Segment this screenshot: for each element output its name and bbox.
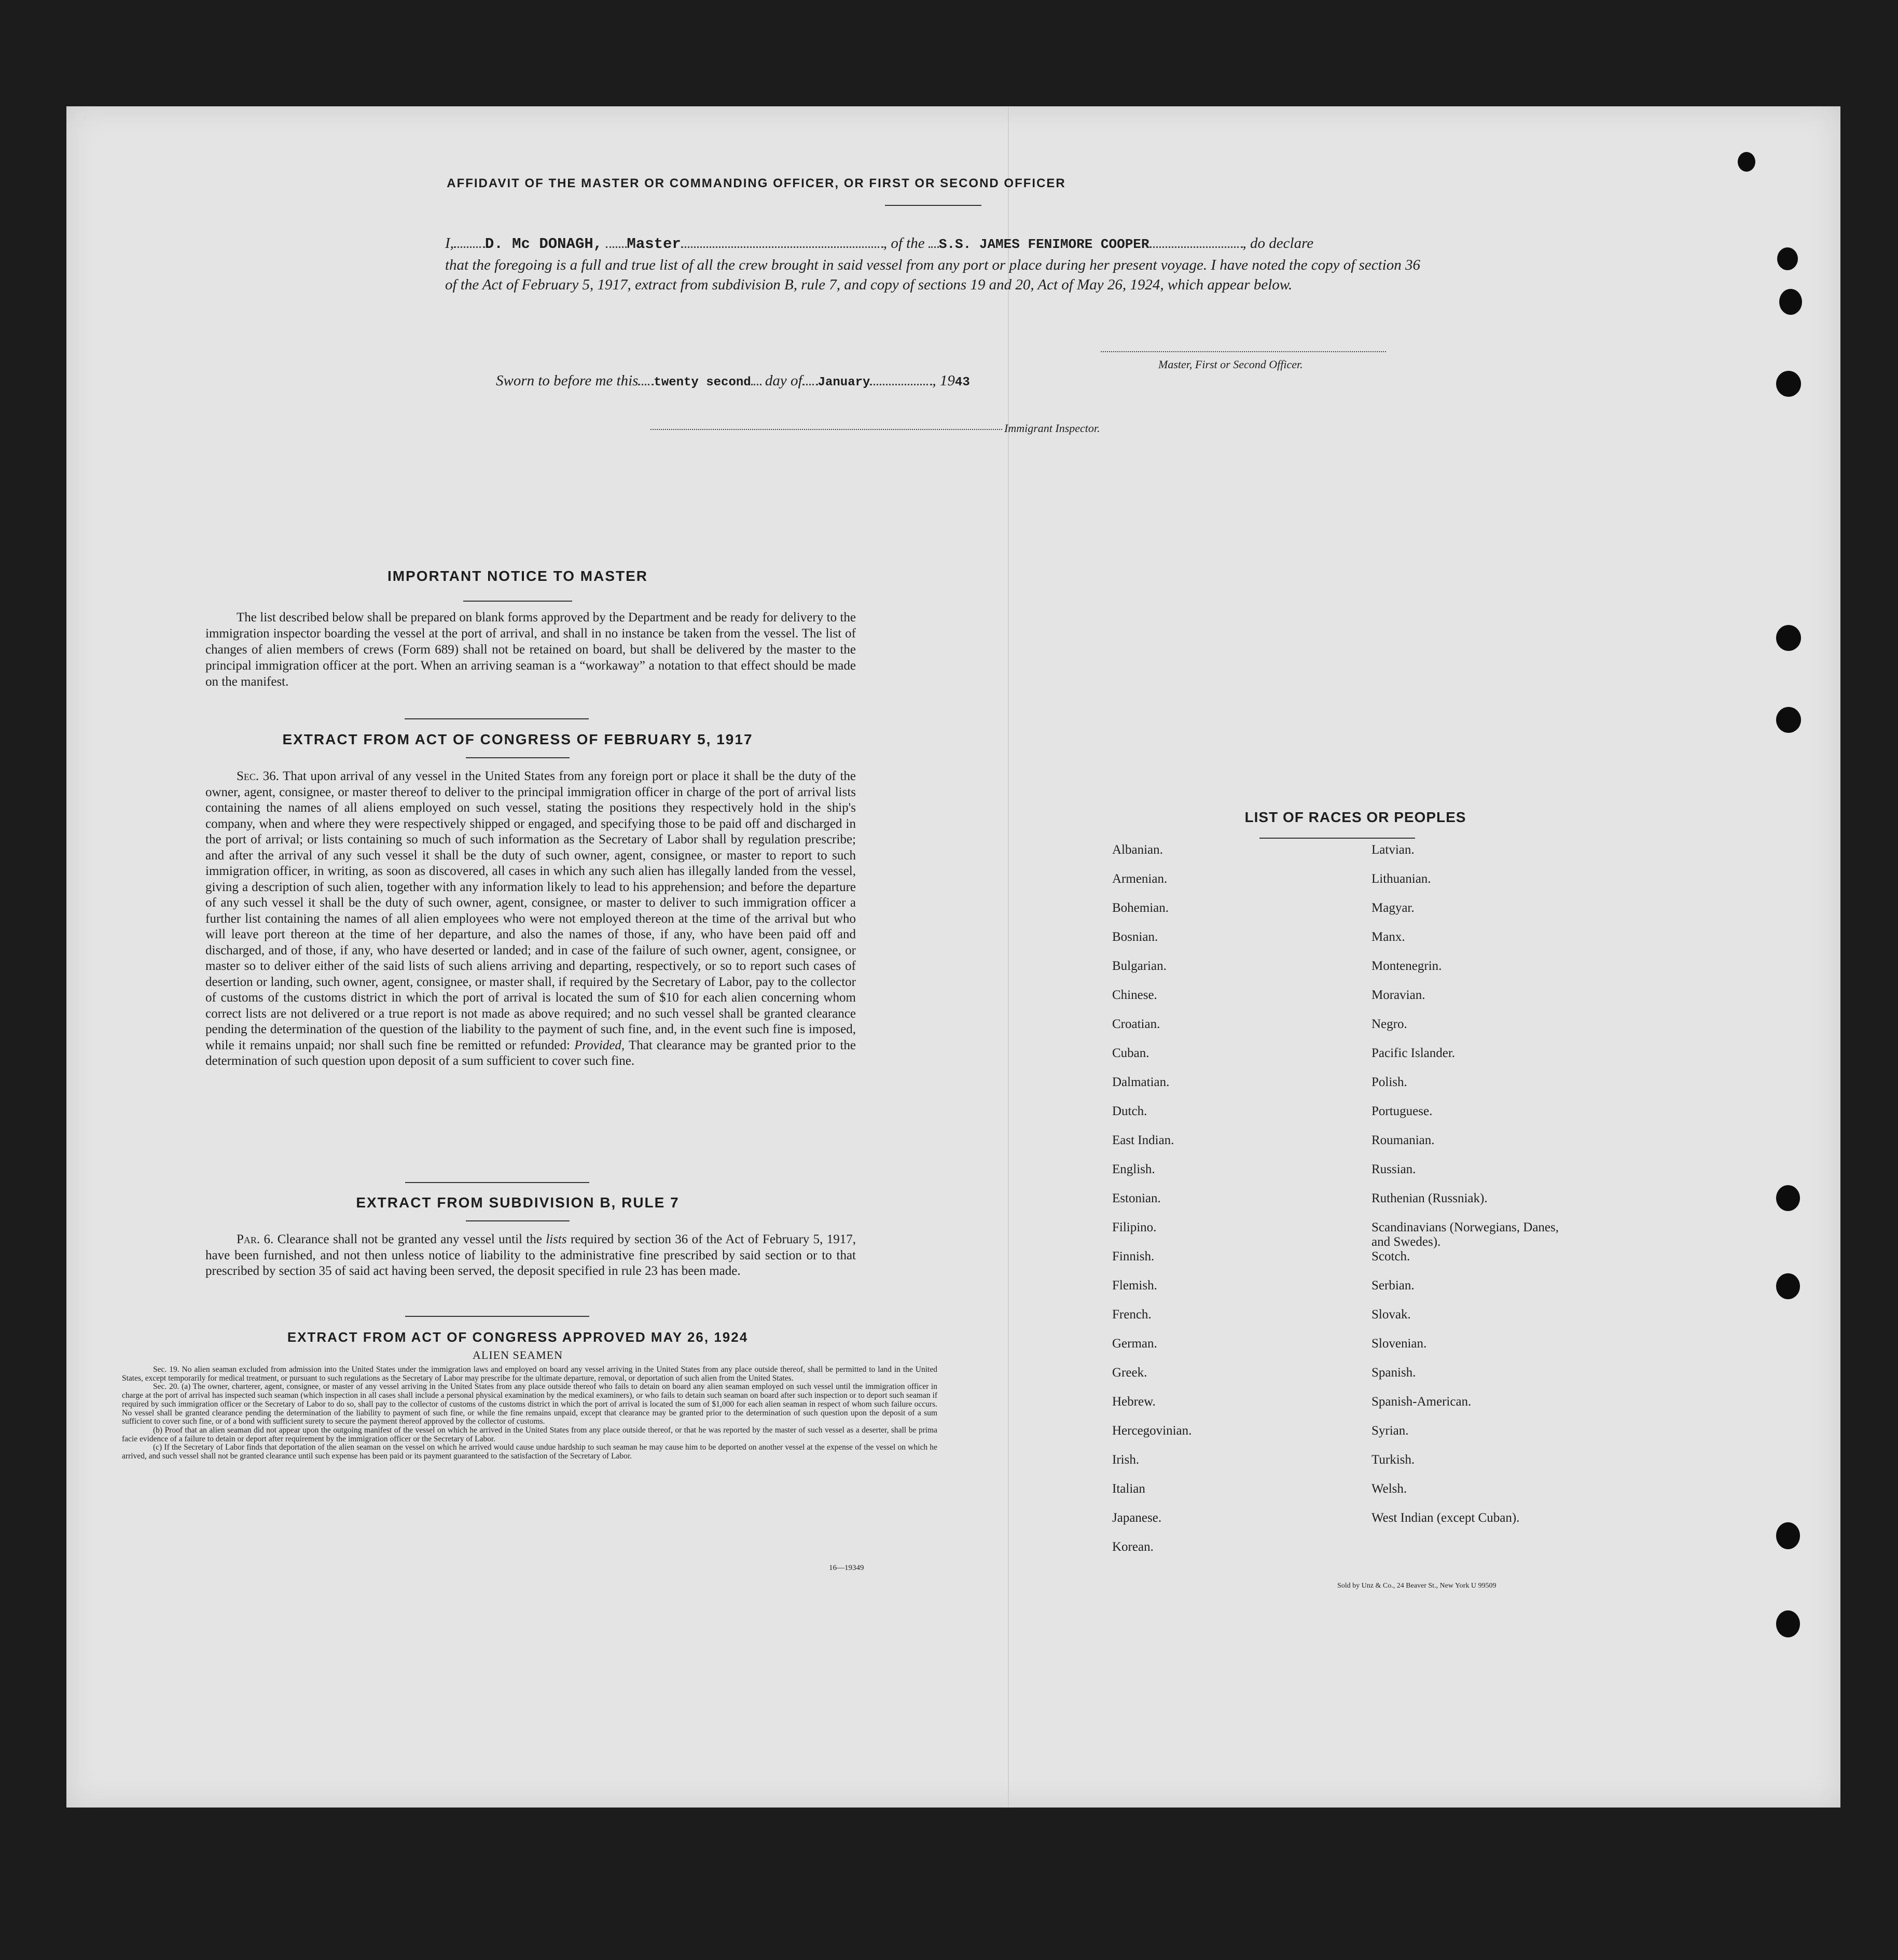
race-left: Cuban. bbox=[1112, 1046, 1149, 1060]
race-right: Scotch. bbox=[1371, 1249, 1410, 1263]
lists-term: lists bbox=[546, 1232, 567, 1246]
race-right: Slovak. bbox=[1371, 1308, 1411, 1322]
affidavit-body: that the foregoing is a full and true list of all the crew brought in said vessel from any port or place during her present voyage. I have noted the copy of section 36 of the Act of February 5, 1917, extract from subdivision B, rule 7, and copy of sections 19 and 20, Act of May 26, 1924, which appear below. bbox=[445, 257, 1420, 293]
divider bbox=[466, 757, 570, 758]
divider bbox=[1259, 838, 1415, 839]
race-left: Estonian. bbox=[1112, 1191, 1161, 1205]
race-left: French. bbox=[1112, 1308, 1152, 1322]
divider bbox=[885, 205, 981, 206]
printer-imprint: Sold by Unz & Co., 24 Beaver St., New York U 99509 bbox=[1337, 1582, 1497, 1590]
master-name-field: D. Mc DONAGH, bbox=[484, 235, 603, 253]
vessel-name-field: S.S. JAMES FENIMORE COOPER bbox=[938, 237, 1149, 252]
race-left: Filipino. bbox=[1112, 1220, 1157, 1234]
race-right: Serbian. bbox=[1371, 1278, 1415, 1292]
races-title: LIST OF RACES OR PEOPLES bbox=[1244, 809, 1466, 825]
section-20b-text: (b) Proof that an alien seaman did not appear upon the outgoing manifest of the vessel on which he arrived in the United States from any place outside thereof, or that he was reported by the master of such vessel as a deserter, shall be prima facie evidence of a failure to detain or deport after requirement by the immigration officer or the Secretary of Labor. bbox=[122, 1425, 937, 1443]
race-right: Pacific Islander. bbox=[1371, 1046, 1456, 1060]
signature-line bbox=[1101, 351, 1386, 352]
race-right: Montenegrin. bbox=[1371, 959, 1442, 973]
race-right: Latvian. bbox=[1371, 843, 1415, 857]
race-left: English. bbox=[1112, 1162, 1155, 1176]
races-list bbox=[1112, 843, 1579, 1569]
race-left: Hebrew. bbox=[1112, 1395, 1156, 1409]
section-36-tail: That clearance may be granted prior to the determination of such question upon deposit of a sum sufficient to cover such fine. bbox=[205, 1038, 856, 1068]
race-left: Flemish. bbox=[1112, 1278, 1157, 1292]
par-6-text-a: Clearance shall not be granted any vessel until the bbox=[277, 1232, 542, 1246]
divider bbox=[466, 1220, 570, 1221]
race-right: West Indian (except Cuban). bbox=[1371, 1511, 1520, 1525]
inspector-line bbox=[650, 429, 1002, 430]
race-row bbox=[1112, 1133, 1579, 1162]
race-left: East Indian. bbox=[1112, 1133, 1174, 1147]
race-right: Scandinavians (Norwegians, Danes, and Swedes). bbox=[1371, 1220, 1559, 1249]
rule-7-title: EXTRACT FROM SUBDIVISION B, RULE 7 bbox=[356, 1194, 680, 1211]
race-left: Korean. bbox=[1112, 1540, 1154, 1554]
of-the-label: , of the bbox=[883, 235, 925, 252]
punch-hole bbox=[1776, 371, 1801, 397]
race-row bbox=[1112, 843, 1579, 872]
race-left: Dutch. bbox=[1112, 1104, 1147, 1118]
do-declare-label: , do declare bbox=[1242, 235, 1314, 252]
race-row bbox=[1112, 1162, 1579, 1191]
race-right: Moravian. bbox=[1371, 988, 1425, 1002]
divider bbox=[463, 601, 572, 602]
rule-7-body bbox=[205, 1232, 856, 1280]
race-left: Bulgarian. bbox=[1112, 959, 1167, 973]
race-row bbox=[1112, 1017, 1579, 1046]
punch-hole bbox=[1776, 1610, 1800, 1637]
signature-caption: Master, First or Second Officer. bbox=[1158, 358, 1303, 371]
affidavit-declaration bbox=[445, 233, 1420, 295]
race-left: Japanese. bbox=[1112, 1511, 1162, 1525]
race-left: Finnish. bbox=[1112, 1249, 1155, 1263]
race-row bbox=[1112, 1308, 1579, 1337]
race-row bbox=[1112, 872, 1579, 901]
race-left: Croatian. bbox=[1112, 1017, 1160, 1031]
declaration-i: I, bbox=[445, 235, 454, 252]
section-19-text: Sec. 19. No alien seaman excluded from admission into the United States under the immigration laws and employed on board any vessel arriving in the United States from any place outside thereof, shall be permitted to land in the United States, except temporarily for medical treatment, or pursuant to such regulations as the Secretary of Labor may prescribe for the ultimate departure, removal, or deportation of such alien from the United States. bbox=[122, 1365, 937, 1383]
race-right: Lithuanian. bbox=[1371, 872, 1431, 886]
race-row bbox=[1112, 1366, 1579, 1395]
race-row bbox=[1112, 930, 1579, 959]
race-row bbox=[1112, 1337, 1579, 1366]
punch-hole bbox=[1776, 1185, 1800, 1211]
race-row bbox=[1112, 1424, 1579, 1453]
race-right: Ruthenian (Russniak). bbox=[1371, 1191, 1488, 1205]
race-left: Bosnian. bbox=[1112, 930, 1158, 944]
race-right: Roumanian. bbox=[1371, 1133, 1435, 1147]
punch-hole bbox=[1777, 247, 1798, 270]
sworn-line bbox=[496, 372, 970, 390]
par-6-text-b: required by section 36 of the Act of February 5, 1917, have been furnished, and not then unless notice of liability to the administrative fine prescribed by said section or to that prescribed by section 35 of said act having been served, the deposit specified in rule 23 has been made. bbox=[205, 1232, 856, 1278]
punch-hole bbox=[1776, 1522, 1800, 1549]
race-row bbox=[1112, 1075, 1579, 1104]
section-20c-text: (c) If the Secretary of Labor finds that deportation of the alien seaman on the vessel on which he arrived would cause undue hardship to such seaman he may cause him to be deported on another vessel at the expense of the vessel on which he arrived, and such vessel shall not be granted clearance until such expense has been paid or its payment guaranteed to the satisfaction of the Secretary of Labor. bbox=[122, 1443, 937, 1461]
race-row bbox=[1112, 1453, 1579, 1482]
race-right: Negro. bbox=[1371, 1017, 1407, 1031]
par-6-label: Par. 6. bbox=[237, 1232, 274, 1246]
race-row bbox=[1112, 1220, 1579, 1249]
punch-hole bbox=[1776, 625, 1801, 651]
race-right: Manx. bbox=[1371, 930, 1405, 944]
alien-seamen-subtitle: ALIEN SEAMEN bbox=[473, 1349, 563, 1361]
extract-1917-title: EXTRACT FROM ACT OF CONGRESS OF FEBRUARY 5, 1917 bbox=[282, 731, 753, 747]
rank-field: Master bbox=[627, 235, 681, 253]
extract-1924-body bbox=[122, 1366, 937, 1461]
notice-title: IMPORTANT NOTICE TO MASTER bbox=[387, 568, 648, 584]
document-page bbox=[66, 106, 1840, 1808]
race-left: German. bbox=[1112, 1337, 1157, 1351]
year-field: 43 bbox=[954, 376, 970, 390]
inspector-caption: Immigrant Inspector. bbox=[1004, 422, 1100, 435]
race-row bbox=[1112, 988, 1579, 1017]
race-right: Polish. bbox=[1371, 1075, 1407, 1089]
divider bbox=[405, 718, 589, 719]
sworn-month-field: January bbox=[818, 376, 870, 390]
race-row bbox=[1112, 959, 1579, 988]
race-right: Magyar. bbox=[1371, 901, 1415, 915]
punch-hole bbox=[1779, 289, 1802, 315]
race-row bbox=[1112, 1046, 1579, 1075]
race-right: Turkish. bbox=[1371, 1453, 1415, 1467]
race-left: Irish. bbox=[1112, 1453, 1140, 1467]
race-row bbox=[1112, 901, 1579, 930]
affidavit-title: AFFIDAVIT OF THE MASTER OR COMMANDING OFFICER, OR FIRST OR SECOND OFFICER bbox=[447, 176, 1066, 190]
punch-hole bbox=[1776, 1273, 1800, 1299]
race-row bbox=[1112, 1482, 1579, 1511]
race-right: Russian. bbox=[1371, 1162, 1416, 1176]
section-36-text: That upon arrival of any vessel in the United States from any foreign port or place it shall be the duty of the owner, agent, consignee, or master thereof to deliver to the principal immigration officer in charge of the port of arrival lists containing the names of all aliens employed on such vessel, stating the positions they respectively hold in the ship's company, when and where they were respectively shipped or engaged, and specifying those to be paid off and discharged in the port of arrival; or lists containing so much of such information as the Secretary of Labor shall by regulation prescribe; and after the arrival of any such vessel it shall be the duty of such owner, agent, consignee, or master to report to such immigration officer, in writing, as soon as discovered, all cases in which any such alien has illegally landed from the vessel, giving a description of such alien, together with any information likely to lead to his apprehension; and before the departure of any such vessel it shall be the duty of such owner, agent, consignee, or master to deliver to such immigration officer a further list containing the names of all alien employees who were not employed thereon at the time of the arrival but who will leave port thereon at the time of her departure, and also the names of those, if any, who have been paid off and discharged, and of those, if any, who have deserted or landed; and in case of the failure of such owner, agent, consignee, or master so to deliver either of the said lists of such aliens arriving and departing, respectively, or so to report such cases of desertion or landing, such owner, agent, consignee, or master shall, if required by the Secretary of Labor, pay to the collector of customs of the customs district in which the port of arrival is located the sum of $10 for each alien concerning whom correct lists are not delivered or a true report is not made as above required; and no such vessel shall be granted clearance pending the determination of the question of the liability to the payment of such fine, and, in the event such fine is imposed, while it remains unpaid; nor shall such fine be remitted or refunded: bbox=[205, 769, 856, 1052]
punch-hole bbox=[1776, 707, 1801, 733]
race-row bbox=[1112, 1395, 1579, 1424]
race-row bbox=[1112, 1191, 1579, 1220]
race-left: Chinese. bbox=[1112, 988, 1157, 1002]
race-right: Syrian. bbox=[1371, 1424, 1409, 1438]
fold-line bbox=[1008, 106, 1009, 1808]
sworn-day-field: twenty second bbox=[654, 376, 751, 390]
race-left: Bohemian. bbox=[1112, 901, 1169, 915]
race-left: Italian bbox=[1112, 1482, 1145, 1496]
race-right: Portuguese. bbox=[1371, 1104, 1433, 1118]
sworn-prefix: Sworn to before me this bbox=[496, 372, 639, 389]
race-right: Slovenian. bbox=[1371, 1337, 1427, 1351]
divider bbox=[405, 1182, 589, 1183]
race-row bbox=[1112, 1511, 1579, 1540]
section-36-label: Sec. 36. bbox=[237, 769, 279, 783]
extract-1917-body bbox=[205, 769, 856, 1069]
race-right bbox=[1371, 1540, 1579, 1569]
race-right: Welsh. bbox=[1371, 1482, 1407, 1496]
extract-1924-title: EXTRACT FROM ACT OF CONGRESS APPROVED MAY 26, 1924 bbox=[287, 1329, 749, 1345]
race-row bbox=[1112, 1540, 1579, 1569]
notice-body: The list described below shall be prepared on blank forms approved by the Department and be ready for delivery to the immigration inspector boarding the vessel at the port of arrival, and shall in no instance be taken from the vessel. The list of changes of alien members of crews (Form 689) shall not be retained on board, but shall be delivered by the master to the principal immigration officer at the port. When an arriving seaman is a “workaway” a notation to that effect should be made on the manifest. bbox=[205, 610, 856, 689]
race-row bbox=[1112, 1249, 1579, 1278]
year-prefix: , 19 bbox=[932, 372, 955, 389]
form-number: 16—19349 bbox=[829, 1564, 864, 1572]
race-left: Albanian. bbox=[1112, 843, 1163, 857]
day-of-label: day of bbox=[765, 372, 802, 389]
race-row bbox=[1112, 1278, 1579, 1308]
punch-hole bbox=[1738, 152, 1755, 172]
section-20a-text: Sec. 20. (a) The owner, charterer, agent, consignee, or master of any vessel arriving in the United States from any place outside thereof who fails to detain on board any alien seaman employed on such vessel until the immigration officer in charge at the port of arrival has inspected such seaman (which inspection in all cases shall include a personal physical examination by the medical examiners), or who fails to detain such seaman on board after such inspection or to deport such seaman if required by such immigration officer or the Secretary of Labor to do so, shall pay to the collector of customs of the customs district in which the port of arrival is located the sum of $1,000 for each alien seaman in respect of whom such failure occurs. No vessel shall be granted clearance pending the determination of the liability to payment of such fine, or while the fine remains unpaid, except that clearance may be granted prior to the determination of such question upon the deposit of a sum sufficient to cover such fine, or of a bond with sufficient surety to secure the payment thereof approved by the collector of customs. bbox=[122, 1382, 937, 1426]
race-left: Greek. bbox=[1112, 1366, 1147, 1380]
race-left: Dalmatian. bbox=[1112, 1075, 1170, 1089]
race-right: Spanish-American. bbox=[1371, 1395, 1472, 1409]
race-right: Spanish. bbox=[1371, 1366, 1416, 1380]
provided-label: Provided, bbox=[574, 1038, 625, 1052]
race-left: Armenian. bbox=[1112, 872, 1168, 886]
divider bbox=[405, 1316, 589, 1317]
race-left: Hercegovinian. bbox=[1112, 1424, 1192, 1438]
race-row bbox=[1112, 1104, 1579, 1133]
